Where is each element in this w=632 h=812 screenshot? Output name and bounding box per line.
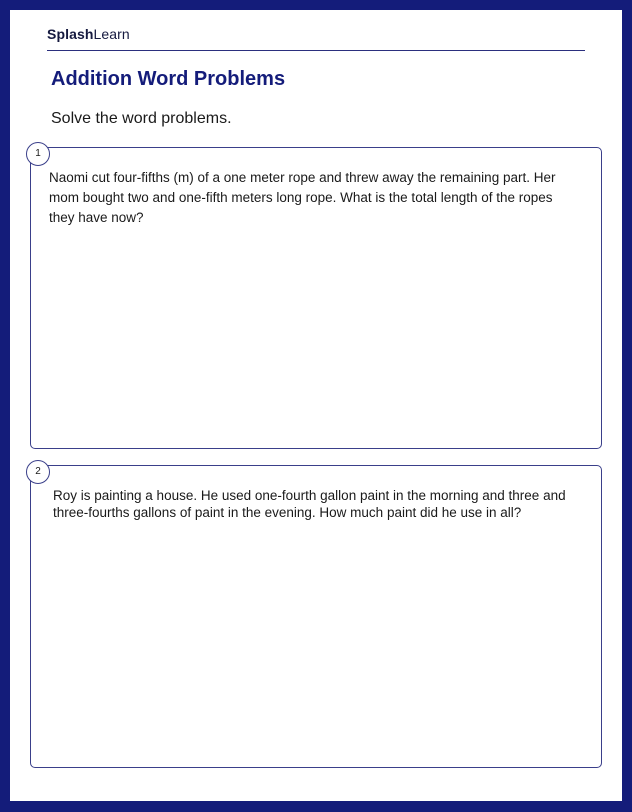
question-number-badge: 2 [26, 460, 50, 484]
instructions: Solve the word problems. [51, 110, 232, 127]
brand-part-1: Splash [47, 26, 94, 42]
page-title: Addition Word Problems [51, 68, 286, 90]
brand-part-2: Learn [93, 26, 130, 42]
worksheet-page [10, 10, 622, 801]
question-text: Naomi cut four-fifths (m) of a one meter rope and threw away the remaining part. Her mom bought two and one-fifth meters long rope. What is the total length of the ropes they have now? [49, 170, 556, 225]
question-box-1 [30, 147, 602, 449]
header-divider [47, 50, 585, 51]
splashlearn-logo [47, 26, 130, 42]
question-box-2 [30, 465, 602, 768]
question-text: Roy is painting a house. He used one-fourth gallon paint in the morning and three and three-fourths gallons of paint in the evening. How much paint did he use in all? [53, 488, 566, 520]
question-number-badge: 1 [26, 142, 50, 166]
